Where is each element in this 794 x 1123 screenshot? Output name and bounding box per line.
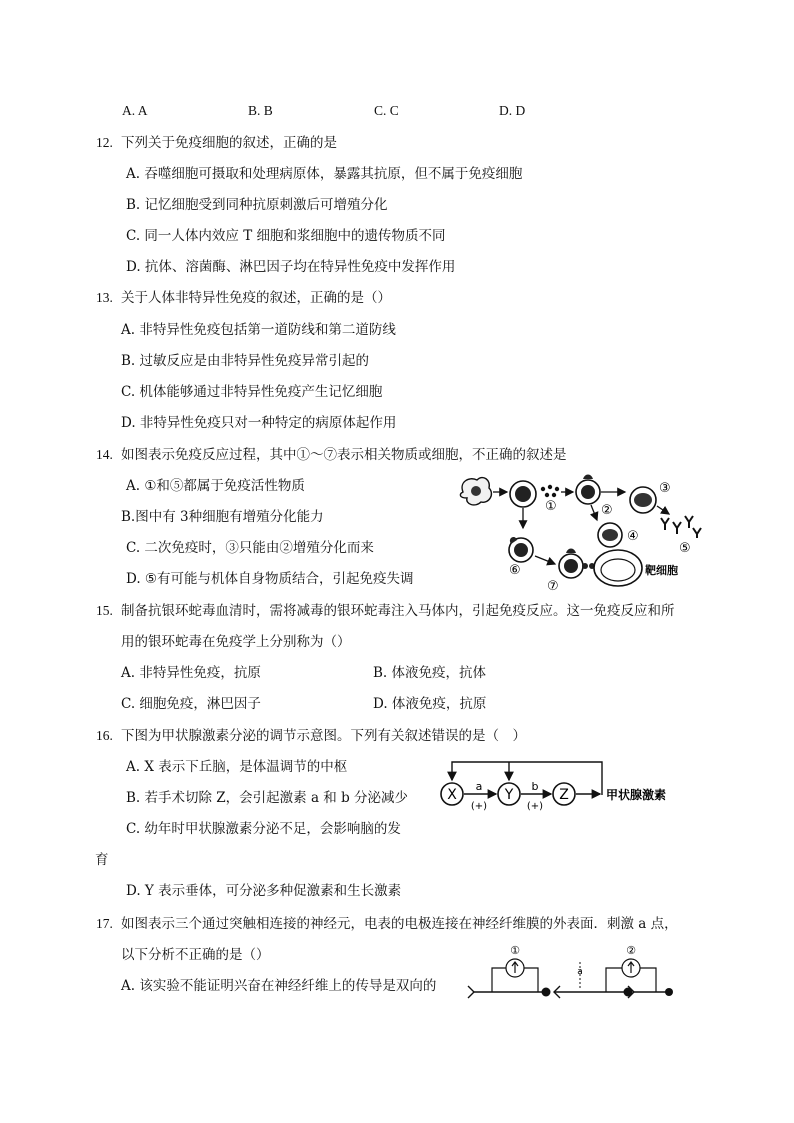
immune-cell bbox=[510, 481, 536, 507]
question-number: 15. bbox=[96, 603, 113, 618]
option-d: D. ⑤有可能与机体自身物质结合，引起免疫失调 bbox=[126, 571, 414, 587]
immune-response-diagram bbox=[455, 470, 705, 596]
immune-cell bbox=[630, 487, 656, 513]
thyroid-regulation-diagram bbox=[438, 756, 688, 816]
question-stem: 如图表示免疫反应过程，其中①～⑦表示相关物质或细胞，不正确的叙述是 bbox=[121, 447, 567, 463]
arrow-a-sign: (+) bbox=[470, 801, 488, 812]
option-a: A. 吞噬细胞可摄取和处理病原体，暴露其抗原，但不属于免疫细胞 bbox=[126, 166, 523, 182]
node-y: Y bbox=[504, 787, 514, 803]
immune-cell bbox=[576, 475, 600, 505]
immune-cell bbox=[598, 523, 622, 547]
question-number: 16. bbox=[96, 728, 113, 743]
antigen-particles bbox=[541, 485, 559, 497]
option-a: A. 非特异性免疫，抗原 bbox=[121, 665, 261, 681]
label-5: ⑤ bbox=[679, 541, 691, 556]
thyroid-hormone-label: 甲状腺激素 bbox=[606, 788, 667, 802]
arrow-b-label: b bbox=[531, 780, 539, 793]
question-stem-line-1: 制备抗银环蛇毒血清时，需将减毒的银环蛇毒注入马体内，引起免疫反应。这一免疫反应和所 bbox=[121, 603, 675, 619]
option-c: C. 细胞免疫，淋巴因子 bbox=[121, 696, 261, 712]
question-number: 13. bbox=[96, 290, 113, 305]
q11-option-c: C. C bbox=[374, 103, 399, 118]
question-stem: 下列关于免疫细胞的叙述，正确的是 bbox=[121, 135, 337, 151]
question-stem-line-2: 以下分析不正确的是（） bbox=[121, 947, 270, 963]
label-7: ⑦ bbox=[547, 579, 559, 594]
q11-option-b: B. B bbox=[248, 103, 273, 118]
question-number: 14. bbox=[96, 447, 113, 462]
option-a: A. 非特异性免疫包括第一道防线和第二道防线 bbox=[121, 322, 396, 338]
q11-option-a: A. A bbox=[122, 103, 148, 118]
option-c: C. 同一人体内效应 T 细胞和浆细胞中的遗传物质不同 bbox=[126, 228, 446, 244]
option-b: B.图中有 3种细胞有增殖分化能力 bbox=[121, 509, 324, 525]
question-stem-line-2: 用的银环蛇毒在免疫学上分别称为（） bbox=[121, 634, 351, 650]
option-c: C. 二次免疫时，③只能由②增殖分化而来 bbox=[126, 540, 374, 556]
option-b: B. 记忆细胞受到同种抗原刺激后可增殖分化 bbox=[126, 197, 388, 213]
neuron-diagram bbox=[466, 940, 676, 1000]
meter-2-label: ② bbox=[626, 944, 636, 957]
point-a-label: a bbox=[577, 967, 583, 977]
meter-1-label: ① bbox=[510, 944, 520, 957]
option-d: D. 体液免疫，抗原 bbox=[373, 696, 487, 712]
question-stem: 关于人体非特异性免疫的叙述，正确的是（） bbox=[121, 290, 391, 306]
option-b: B. 若手术切除 Z，会引起激素 a 和 b 分泌减少 bbox=[126, 790, 409, 806]
option-c-wrap: 育 bbox=[95, 852, 109, 868]
option-a: A. ①和⑤都属于免疫活性物质 bbox=[126, 478, 305, 494]
arrow-b-sign: (+) bbox=[526, 801, 544, 812]
label-3: ③ bbox=[659, 481, 671, 496]
question-number: 17. bbox=[96, 916, 113, 931]
label-1: ① bbox=[545, 499, 557, 514]
target-cell-label: 靶细胞 bbox=[645, 564, 678, 577]
question-number: 12. bbox=[96, 135, 113, 150]
arrow-a-label: a bbox=[475, 780, 483, 793]
label-6: ⑥ bbox=[509, 563, 521, 578]
question-stem-line-1: 如图表示三个通过突触相连接的神经元，电表的电极连接在神经纤维膜的外表面．刺激 a 点， bbox=[121, 916, 678, 932]
question-stem: 下图为甲状腺激素分泌的调节示意图。下列有关叙述错误的是（ ） bbox=[121, 728, 526, 744]
option-a: A. X 表示下丘脑，是体温调节的中枢 bbox=[126, 759, 348, 775]
q11-option-d: D. D bbox=[499, 103, 526, 118]
option-d: D. 抗体、溶菌酶、淋巴因子均在特异性免疫中发挥作用 bbox=[126, 259, 456, 275]
option-c: C. 幼年时甲状腺激素分泌不足，会影响脑的发 bbox=[126, 821, 401, 837]
option-d: D. 非特异性免疫只对一种特定的病原体起作用 bbox=[121, 415, 397, 431]
effector-cell bbox=[559, 549, 595, 579]
option-a: A. 该实验不能证明兴奋在神经纤维上的传导是双向的 bbox=[121, 978, 437, 994]
label-4: ④ bbox=[627, 529, 639, 544]
pathogen-cell bbox=[460, 478, 491, 505]
label-2: ② bbox=[601, 503, 613, 518]
antibodies bbox=[661, 516, 701, 538]
target-cell bbox=[594, 550, 642, 586]
node-x: X bbox=[447, 787, 457, 803]
option-b: B. 过敏反应是由非特异性免疫异常引起的 bbox=[121, 353, 370, 369]
option-c: C. 机体能够通过非特异性免疫产生记忆细胞 bbox=[121, 384, 383, 400]
immune-cell bbox=[509, 537, 533, 562]
option-b: B. 体液免疫，抗体 bbox=[373, 665, 487, 681]
option-d: D. Y 表示垂体，可分泌多种促激素和生长激素 bbox=[126, 883, 402, 899]
node-z: Z bbox=[559, 787, 569, 803]
